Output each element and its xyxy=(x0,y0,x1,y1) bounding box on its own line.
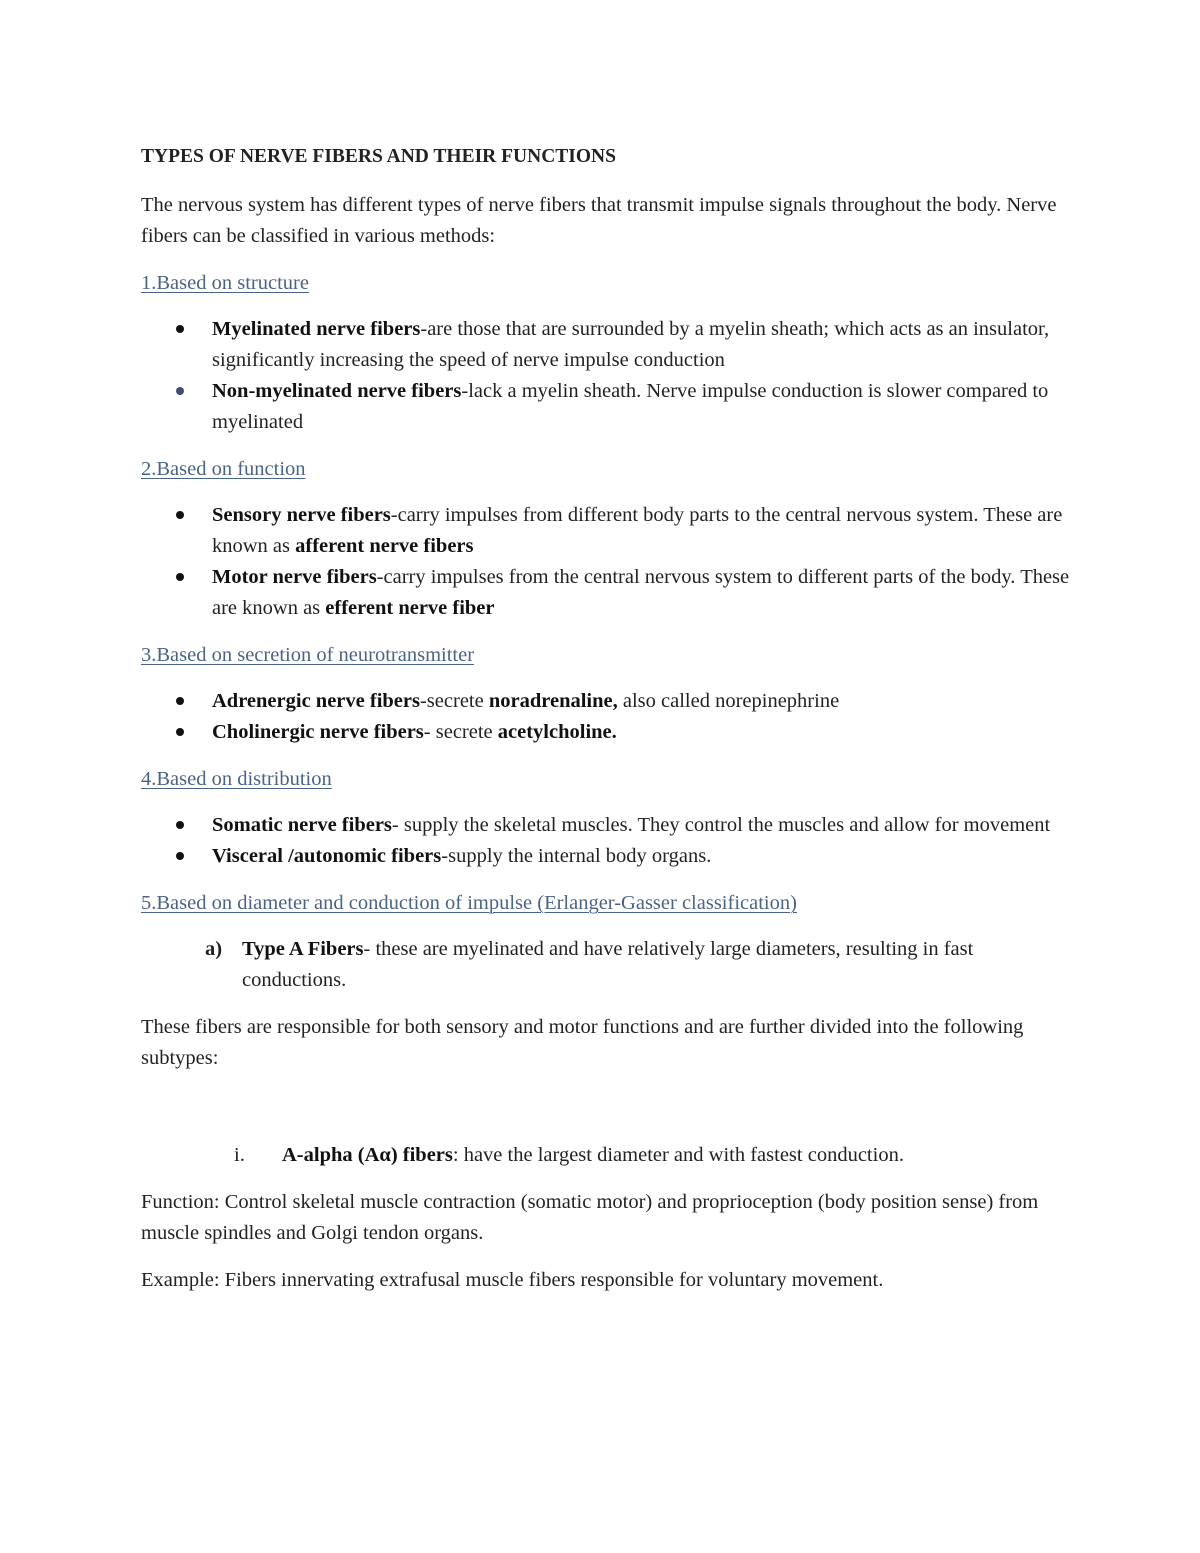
section-heading-function[interactable]: 2.Based on function xyxy=(141,458,306,480)
term: Motor nerve fibers xyxy=(212,566,377,588)
section-heading-diameter[interactable]: 5.Based on diameter and conduction of impulse (Erlanger-Gasser classification) xyxy=(141,892,797,914)
section-heading-distribution[interactable]: 4.Based on distribution xyxy=(141,768,332,790)
term-secondary: acetylcholine. xyxy=(497,721,617,743)
document-body xyxy=(141,143,1071,1312)
subtypes-paragraph: These fibers are responsible for both sensory and motor functions and are further divided into the following subtypes: xyxy=(141,1016,1024,1069)
description: -carry impulses from different body parts to the central nervous system. These are known as xyxy=(212,504,1063,557)
section-heading-neurotransmitter[interactable]: 3.Based on secretion of neurotransmitter xyxy=(141,644,475,666)
intro-paragraph: The nervous system has different types of nerve fibers that transmit impulse signals throughout the body. Nerve fibers can be classified in various methods: xyxy=(141,194,1057,247)
bullet-icon xyxy=(176,511,184,519)
term: A-alpha (Aα) fibers xyxy=(282,1144,453,1166)
a-alpha-item xyxy=(141,1140,1071,1171)
list-item xyxy=(141,686,1071,717)
bullet-icon xyxy=(176,728,184,736)
list-item xyxy=(141,810,1071,841)
term-secondary: efferent nerve fiber xyxy=(325,597,495,619)
structure-list xyxy=(141,314,1071,438)
bullet-icon xyxy=(176,325,184,333)
list-marker: a) xyxy=(205,938,223,960)
bullet-icon xyxy=(176,697,184,705)
description: - these are myelinated and have relatively large diameters, resulting in fast conductions. xyxy=(242,938,974,991)
bullet-icon xyxy=(176,852,184,860)
description: : have the largest diameter and with fastest conduction. xyxy=(452,1144,904,1166)
description: -lack a myelin sheath. Nerve impulse conduction is slower compared to myelinated xyxy=(212,380,1049,433)
list-item xyxy=(141,562,1071,624)
term: Type A Fibers xyxy=(242,938,364,960)
description-tail: also called norepinephrine xyxy=(617,690,840,712)
bullet-icon xyxy=(176,387,184,395)
description: - secrete xyxy=(423,721,498,743)
distribution-list xyxy=(141,810,1071,872)
document-title: TYPES OF NERVE FIBERS AND THEIR FUNCTIONS xyxy=(141,146,616,167)
list-item xyxy=(141,500,1071,562)
list-item xyxy=(141,717,1071,748)
function-list xyxy=(141,500,1071,624)
description: -are those that are surrounded by a myelin sheath; which acts as an insulator, significantly increasing the speed of nerve impulse conduction xyxy=(212,318,1050,371)
description: -carry impulses from the central nervous system to different parts of the body. These are known as xyxy=(212,566,1070,619)
term-secondary: noradrenaline, xyxy=(488,690,618,712)
description: -secrete xyxy=(419,690,489,712)
term-secondary: afferent nerve fibers xyxy=(295,535,474,557)
list-item xyxy=(141,841,1071,872)
term: Non-myelinated nerve fibers xyxy=(212,380,462,402)
example-paragraph: Example: Fibers innervating extrafusal muscle fibers responsible for voluntary movement. xyxy=(141,1269,884,1291)
term: Sensory nerve fibers xyxy=(212,504,391,526)
bullet-icon xyxy=(176,573,184,581)
term: Somatic nerve fibers xyxy=(212,814,392,836)
bullet-icon xyxy=(176,821,184,829)
list-item xyxy=(141,376,1071,438)
description: -supply the internal body organs. xyxy=(441,845,712,867)
list-item xyxy=(141,314,1071,376)
term: Myelinated nerve fibers xyxy=(212,318,421,340)
neurotransmitter-list xyxy=(141,686,1071,748)
function-paragraph: Function: Control skeletal muscle contraction (somatic motor) and proprioception (body position sense) from muscle spindles and Golgi tendon organs. xyxy=(141,1191,1039,1244)
term: Visceral /autonomic fibers xyxy=(212,845,442,867)
term: Adrenergic nerve fibers xyxy=(212,690,420,712)
term: Cholinergic nerve fibers xyxy=(212,721,424,743)
list-marker: i. xyxy=(234,1144,245,1166)
type-a-item xyxy=(141,934,1071,996)
description: - supply the skeletal muscles. They control the muscles and allow for movement xyxy=(391,814,1051,836)
section-heading-structure[interactable]: 1.Based on structure xyxy=(141,272,309,294)
